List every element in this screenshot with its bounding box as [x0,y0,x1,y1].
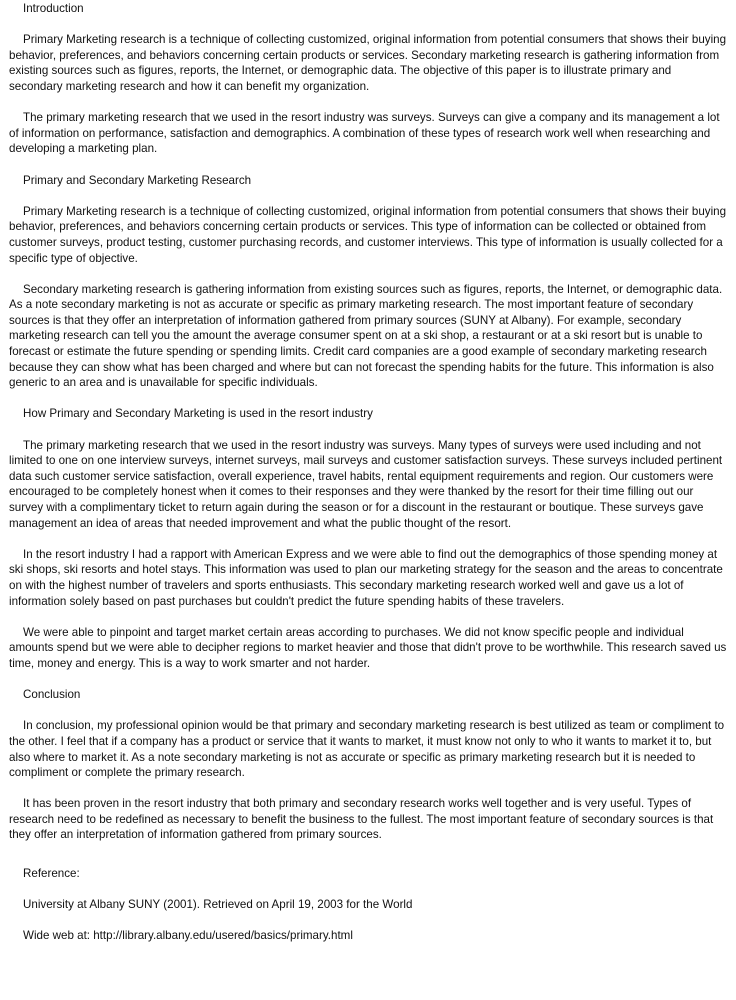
paragraph: Secondary marketing research is gathering information from existing sources such as figures, reports, the Internet, or demographic data. As a note secondary marketing is not as accurate or specific as primary marketing research. The most important feature of secondary sources is that they offer an interpretation of information gathered from primary sources (SUNY at Albany). For example, secondary marketing research can tell you the amount the average consumer spent on at a ski shop, a restaurant or at a ski resort but is unable to forecast or estimate the future spending or spending limits. Credit card companies are a good example of secondary marketing research because they can show what has been charged and where but can not forecast the spending habits for the future. This information is also generic to an area and is unavailable for specific individuals. [9,282,723,390]
section-conclusion [9,687,727,843]
reference-section [9,866,727,944]
reference-line: Wide web at: http://library.albany.edu/usered/basics/primary.html [23,929,353,943]
paragraph: In conclusion, my professional opinion would be that primary and secondary marketing research is best utilized as team or compliment to the other. I feel that if a company has a product or service that it wants to market, it must know not only to who it wants to market it to, but also where to market it. As a note secondary marketing is not as accurate or specific as primary marketing research but it is needed to compliment or complete the primary research. [9,719,725,780]
paragraph: Primary Marketing research is a technique of collecting customized, original information from potential consumers that shows their buying behavior, preferences, and behaviors concerning certain products or services. This type of information can be collected or obtained from customer surveys, product testing, customer purchasing records, and customer interviews. This type of information is usually collected for a specific type of objective. [9,204,727,265]
reference-line: University at Albany SUNY (2001). Retrieved on April 19, 2003 for the World [23,898,413,912]
document-body [9,1,727,960]
section-heading: Conclusion [23,688,81,702]
section-heading: Primary and Secondary Marketing Research [23,173,252,187]
paragraph: The primary marketing research that we used in the resort industry was surveys. Many types of surveys were used including and not limited to one on one interview surveys, internet surveys, mail surveys and customer satisfaction surveys. These surveys included pertinent data such customer service satisfaction, overall experience, travel habits, rental equipment requirements and region. Our customers were encouraged to be completely honest when it comes to their responses and they were thanked by the resort for their time filling out our survey with a complimentary ticket to return again during the season or for a discount in the restaurant or boutique. These surveys gave management an idea of areas that needed improvement and what the public thought of the resort. [9,438,723,530]
paragraph: It has been proven in the resort industry that both primary and secondary research works well together and is very useful. Types of research need to be redefined as necessary to benefit the business to the fullest. The most important feature of secondary sources is that they offer an interpretation of information gathered from primary sources. [9,797,714,842]
section-primary-secondary [9,173,727,391]
paragraph: Primary Marketing research is a technique of collecting customized, original information from potential consumers that shows their buying behavior, preferences, and behaviors concerning certain products or services. Secondary marketing research is gathering information from existing sources such as figures, reports, the Internet, or demographic data. The objective of this paper is to illustrate primary and secondary marketing research and how it can benefit my organization. [9,33,727,93]
section-introduction [9,1,727,157]
paragraph: We were able to pinpoint and target market certain areas according to purchases. We did not know specific people and individual amounts spend but we were able to decipher regions to market heavier and those that didn't prove to be worthwhile. This research saved us time, money and energy. This is a way to work smarter and not harder. [9,625,727,670]
section-heading: Introduction [23,2,84,15]
section-heading: How Primary and Secondary Marketing is used in the resort industry [23,407,373,421]
section-resort-industry [9,406,727,671]
paragraph: In the resort industry I had a rapport with American Express and we were able to find out the demographics of those spending money at ski shops, ski resorts and hotel stays. This information was used to plan our marketing strategy for the season and the areas to concentrate on with the highest number of travelers and sports enthusiasts. This secondary marketing research worked well and gave us a lot of information solely based on past purchases but couldn't predict the future spending habits of these travelers. [9,547,723,608]
paragraph: The primary marketing research that we used in the resort industry was surveys. Surveys can give a company and its management a lot of information on performance, satisfaction and demographics. A combination of these types of research work well when researching and developing a marketing plan. [9,111,720,156]
reference-heading: Reference: [23,867,80,881]
